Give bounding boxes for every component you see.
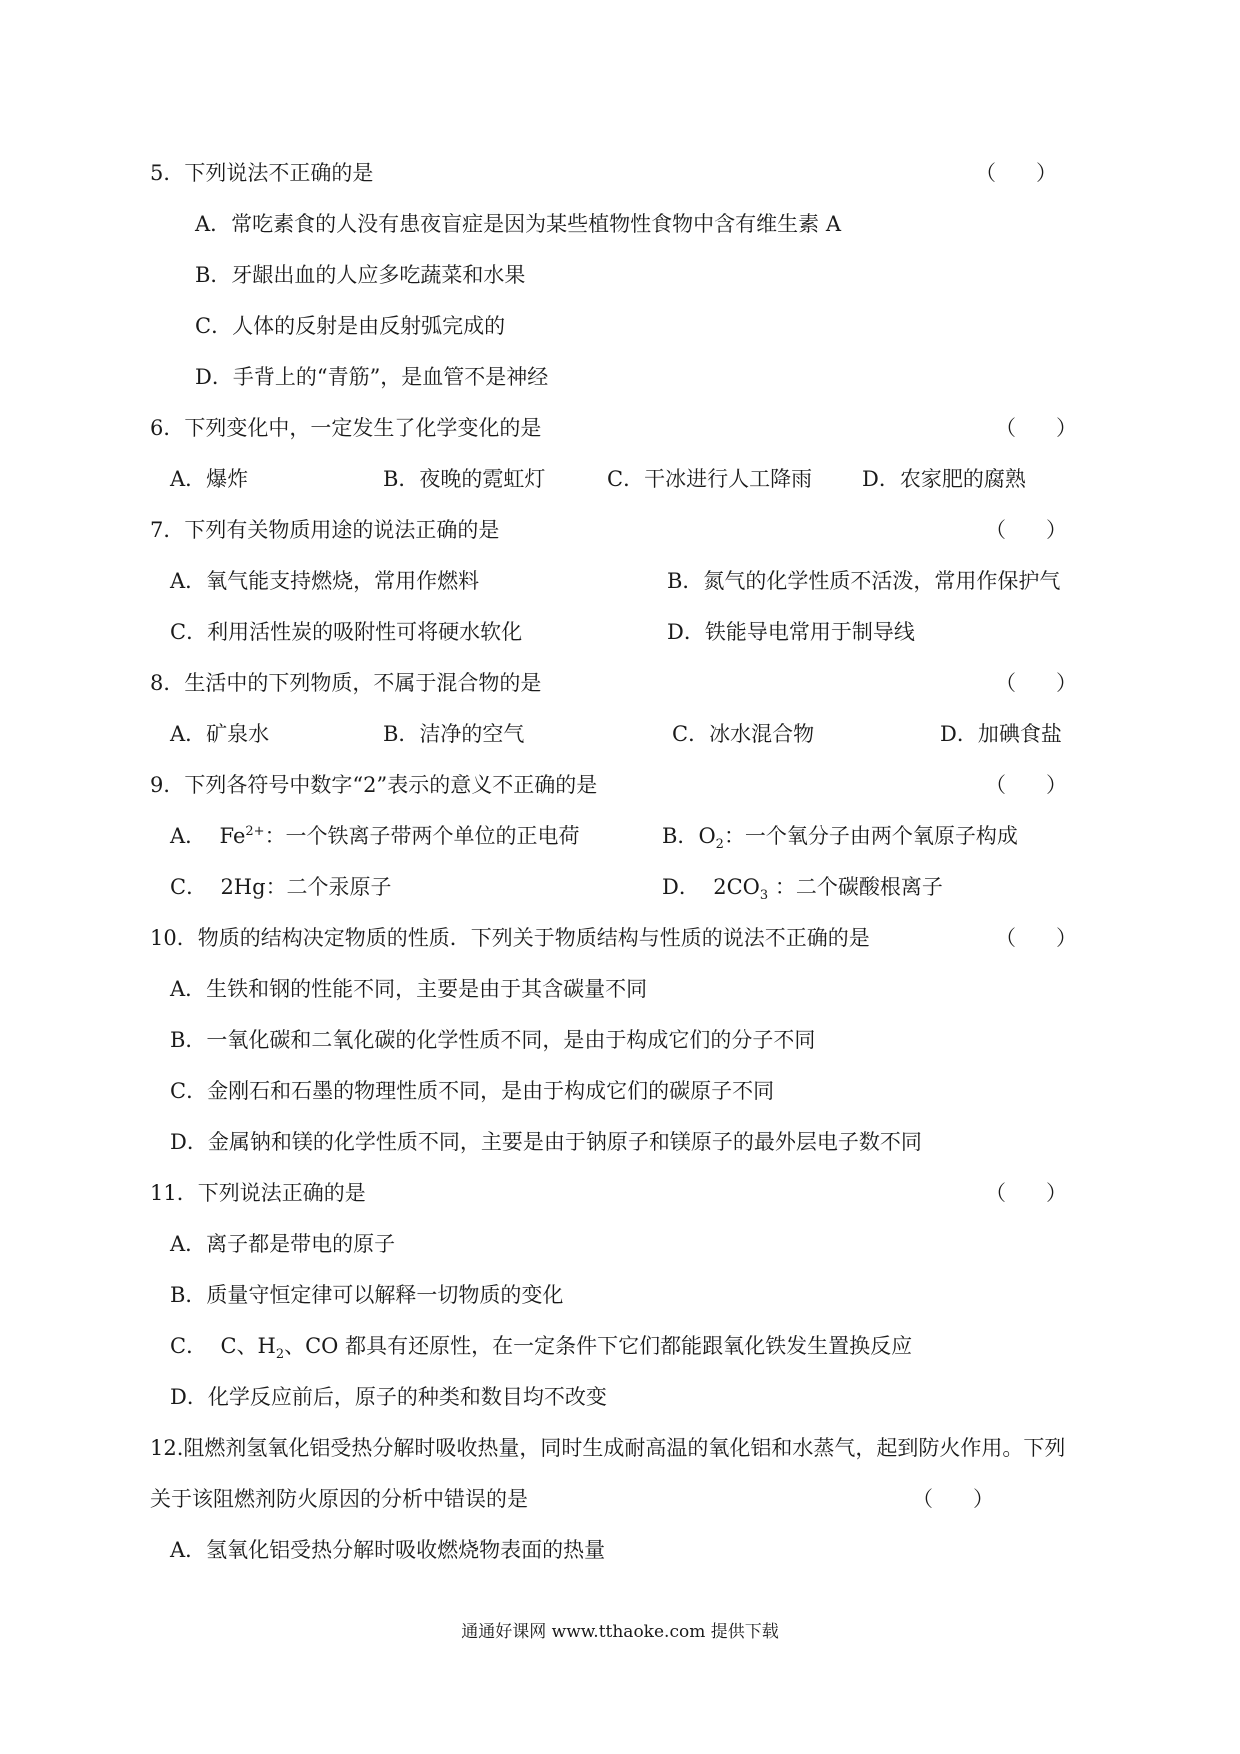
option-d: D．加碘食盐 — [940, 722, 1062, 746]
question-number: 6． — [150, 416, 185, 440]
option-a: A．氢氧化铝受热分解时吸收燃烧物表面的热量 — [170, 1538, 606, 1562]
option-a: A．离子都是带电的原子 — [170, 1232, 396, 1256]
question-number: 8． — [150, 671, 185, 695]
question-text: 下列各符号中数字“2”表示的意义不正确的是 — [184, 773, 598, 797]
option-c: C． C、$H_2$、CO 都具有还原性，在一定条件下它们都能跟氧化铁发生置换反应 — [170, 1334, 913, 1363]
answer-bracket: （ ） — [985, 773, 1068, 797]
option-c: C．干冰进行人工降雨 — [607, 467, 813, 491]
option-b: B．牙龈出血的人应多吃蔬菜和水果 — [195, 263, 526, 287]
question-text: 下列变化中，一定发生了化学变化的是 — [184, 416, 542, 440]
option-b: B．$O_2$：一个氧分子由两个氧原子构成 — [662, 824, 1018, 853]
option-a: A．氧气能支持燃烧，常用作燃料 — [170, 569, 480, 593]
question-number: 10． — [150, 926, 198, 950]
option-d: D．化学反应前后，原子的种类和数目均不改变 — [170, 1385, 607, 1409]
option-c: C．冰水混合物 — [672, 722, 815, 746]
answer-bracket: （ ） — [975, 161, 1058, 185]
answer-bracket: （ ） — [912, 1487, 995, 1511]
option-d: D．金属钠和镁的化学性质不同，主要是由于钠原子和镁原子的最外层电子数不同 — [170, 1130, 922, 1154]
option-c: C． 2Hg：二个汞原子 — [170, 875, 392, 899]
option-a: A．矿泉水 — [170, 722, 270, 746]
option-b: B．夜晚的霓虹灯 — [383, 467, 546, 491]
question-number: 12. — [150, 1436, 184, 1460]
question-text: 物质的结构决定物质的性质．下列关于物质结构与性质的说法不正确的是 — [197, 926, 870, 950]
question-8-stem — [150, 670, 541, 696]
answer-bracket: （ ） — [985, 518, 1068, 542]
option-b: B．洁净的空气 — [383, 722, 525, 746]
question-text: 下列有关物质用途的说法正确的是 — [184, 518, 500, 542]
option-b: B．一氧化碳和二氧化碳的化学性质不同，是由于构成它们的分子不同 — [170, 1028, 816, 1052]
option-c: C．人体的反射是由反射弧完成的 — [195, 314, 506, 338]
question-9-stem — [150, 772, 597, 798]
question-text: 阻燃剂氢氧化铝受热分解时吸收热量，同时生成耐高温的氧化铝和水蒸气，起到防火作用。下列 — [183, 1436, 1066, 1460]
page-footer: 通通好课网 www.tthaoke.com 提供下载 — [461, 1622, 779, 1642]
question-number: 5． — [150, 161, 185, 185]
question-10-stem — [150, 925, 870, 951]
option-b: B．氮气的化学性质不活泼，常用作保护气 — [667, 569, 1061, 593]
question-number: 9． — [150, 773, 185, 797]
option-a: A．爆炸 — [170, 467, 249, 491]
question-text: 下列说法正确的是 — [197, 1181, 366, 1205]
question-11-stem — [150, 1180, 366, 1206]
answer-bracket: （ ） — [995, 416, 1078, 440]
option-d: D． $2CO_3$ ：二个碳酸根离子 — [662, 875, 943, 904]
option-a: A． $Fe^{2+}$：一个铁离子带两个单位的正电荷 — [170, 824, 580, 848]
question-12-stem-continued: 关于该阻燃剂防火原因的分析中错误的是 — [150, 1487, 528, 1511]
option-d: D．手背上的“青筋”，是血管不是神经 — [195, 365, 549, 389]
option-c: C．金刚石和石墨的物理性质不同，是由于构成它们的碳原子不同 — [170, 1079, 775, 1103]
question-6-stem — [150, 415, 541, 441]
option-c: C．利用活性炭的吸附性可将硬水软化 — [170, 620, 523, 644]
question-text: 下列说法不正确的是 — [184, 161, 374, 185]
option-b: B．质量守恒定律可以解释一切物质的变化 — [170, 1283, 564, 1307]
option-d: D．农家肥的腐熟 — [862, 467, 1026, 491]
answer-bracket: （ ） — [995, 671, 1078, 695]
question-5-stem — [150, 160, 373, 186]
answer-bracket: （ ） — [985, 1181, 1068, 1205]
option-d: D．铁能导电常用于制导线 — [667, 620, 915, 644]
option-a: A．常吃素食的人没有患夜盲症是因为某些植物性食物中含有维生素 A — [195, 212, 842, 236]
option-a: A．生铁和钢的性能不同，主要是由于其含碳量不同 — [170, 977, 648, 1001]
question-number: 11． — [150, 1181, 198, 1205]
question-text: 生活中的下列物质，不属于混合物的是 — [184, 671, 542, 695]
question-number: 7． — [150, 518, 185, 542]
question-12-stem — [150, 1435, 1065, 1461]
question-7-stem — [150, 517, 499, 543]
answer-bracket: （ ） — [995, 926, 1078, 950]
